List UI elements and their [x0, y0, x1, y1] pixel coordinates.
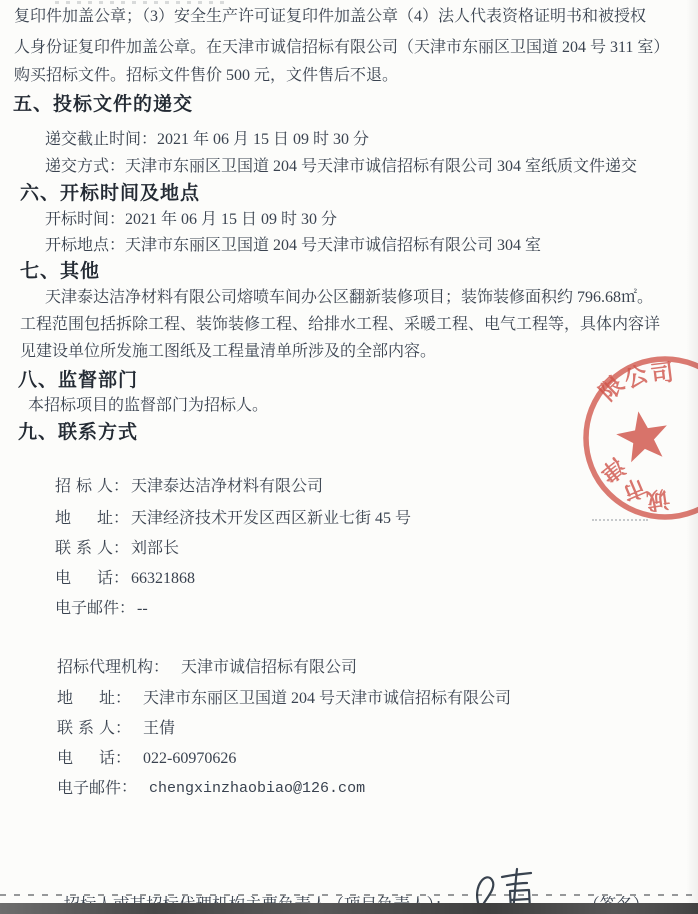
contact-value: 王倩	[143, 720, 176, 737]
contact-label: 电话	[55, 570, 113, 587]
label-colon: ：	[119, 600, 136, 617]
seal-arc-char: 公	[619, 360, 652, 394]
submission-deadline: 递交截止时间：2021 年 06 月 15 日 09 时 30 分	[45, 131, 370, 148]
contact-label: 电子邮件	[57, 780, 122, 797]
scan-noise-marks	[592, 519, 648, 521]
section-heading-6: 六、开标时间及地点	[20, 183, 201, 204]
project-scope-line: 工程范围包括拆除工程、装饰装修工程、给排水工程、采暖工程、电气工程等，具体内容详	[20, 316, 661, 333]
label-colon: ：	[115, 690, 132, 707]
label-colon: ：	[113, 570, 130, 587]
contact-value: 天津泰达洁净材料有限公司	[131, 478, 324, 495]
contact-label: 地址	[57, 690, 115, 707]
contact-row-email	[41, 755, 365, 822]
seal-arc-char: 限	[594, 370, 629, 406]
label-colon: ：	[113, 540, 130, 557]
contact-label: 电话	[57, 750, 115, 767]
project-scope-line: 见建设单位所发施工图纸及工程量清单所涉及的全部内容。	[20, 343, 437, 360]
contact-label: 联系人	[57, 720, 115, 737]
contact-row-email	[39, 576, 148, 642]
label-colon: ：	[113, 478, 130, 495]
contact-value: --	[137, 600, 148, 617]
supervision-body: 本招标项目的监督部门为招标人。	[28, 397, 269, 414]
contact-label: 电子邮件	[55, 600, 120, 617]
contact-value: 天津市诚信招标有限公司	[181, 659, 358, 676]
contact-label: 招标人	[55, 478, 113, 495]
label-colon: ：	[115, 750, 132, 767]
submission-method: 递交方式：天津市东丽区卫国道 204 号天津市诚信招标有限公司 304 室纸质文件递交	[45, 158, 638, 175]
contact-label: 地址	[55, 510, 113, 527]
contact-value: 66321868	[131, 570, 196, 587]
contact-label: 联系人	[55, 540, 113, 557]
contact-value: 022-60970626	[143, 750, 237, 767]
scan-dust-top	[55, 1, 225, 4]
contact-label: 招标代理机构	[57, 659, 154, 676]
section-heading-5: 五、投标文件的递交	[13, 94, 194, 115]
seal-star-icon	[613, 407, 672, 464]
seal-arc-char: 司	[649, 358, 676, 388]
bid-opening-place: 开标地点：天津市东丽区卫国道 204 号天津市诚信招标有限公司 304 室	[45, 237, 542, 254]
bid-opening-time: 开标时间：2021 年 06 月 15 日 09 时 30 分	[45, 211, 338, 228]
seal-arc-char: 市	[618, 472, 650, 506]
intro-line: 人身份证复印件加盖公章。在天津市诚信招标有限公司（天津市东丽区卫国道 204 号 311 室）	[14, 39, 670, 56]
intro-line: 复印件加盖公章；（3）安全生产许可证复印件加盖公章（4）法人代表资格证明书和被授权	[14, 8, 647, 25]
project-scope-line: 天津泰达洁净材料有限公司熔喷车间办公区翻新装修项目；装饰装修面积约 796.68㎡。	[45, 289, 654, 306]
label-colon: ：	[121, 779, 138, 796]
seal-arc-char: 津	[595, 452, 630, 488]
label-colon: ：	[113, 510, 130, 527]
seal-arc-char: 诚	[644, 485, 672, 515]
label-colon: ：	[153, 659, 170, 676]
section-heading-8: 八、监督部门	[18, 370, 139, 391]
contact-value: 天津市东丽区卫国道 204 号天津市诚信招标有限公司	[143, 690, 512, 707]
scan-dust-line	[0, 894, 698, 896]
contact-value: 刘部长	[131, 540, 180, 557]
page-edge-shade	[686, 0, 698, 914]
contact-value: 天津经济技术开发区西区新业七街 45 号	[131, 510, 412, 527]
section-heading-7: 七、其他	[20, 261, 101, 282]
label-colon: ：	[115, 720, 132, 737]
section-heading-9: 九、联系方式	[18, 422, 139, 443]
contact-value: chengxinzhaobiao@126.com	[149, 780, 366, 797]
intro-line: 购买招标文件。招标文件售价 500 元，文件售后不退。	[14, 67, 399, 84]
scan-edge-band	[0, 903, 698, 914]
